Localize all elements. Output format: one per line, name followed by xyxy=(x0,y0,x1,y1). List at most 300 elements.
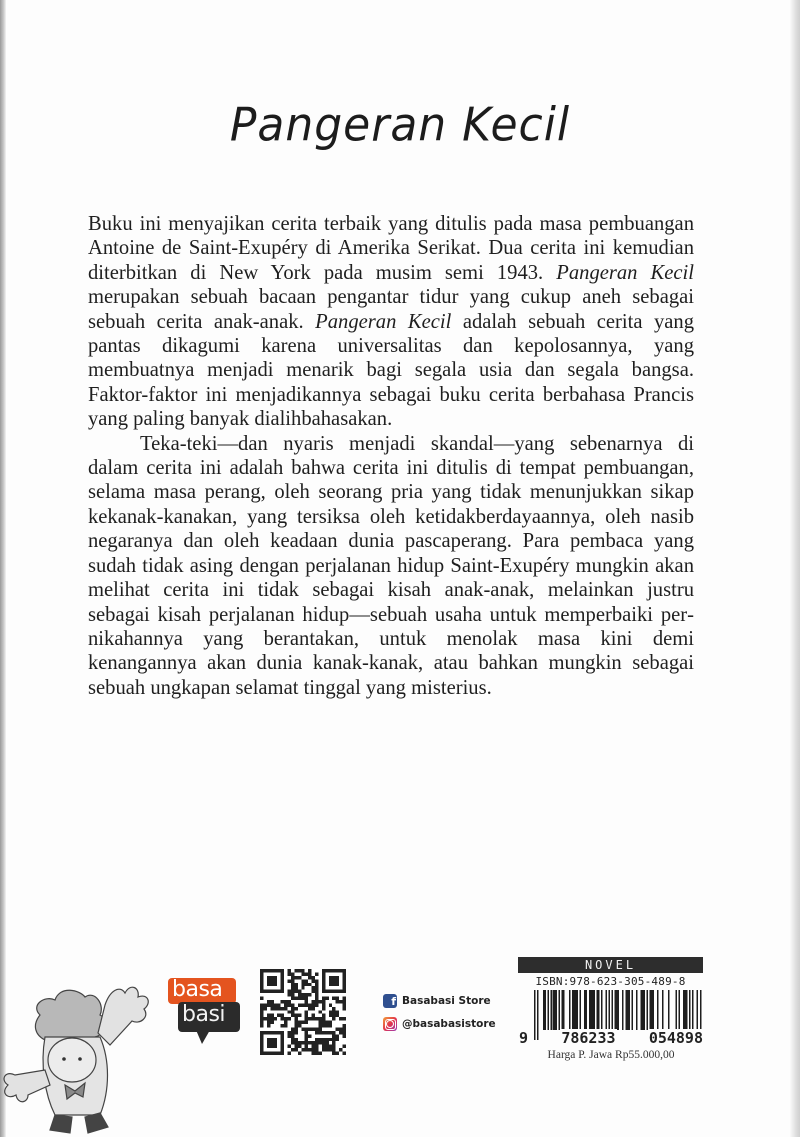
qr-module xyxy=(308,1048,311,1051)
qr-module xyxy=(291,1027,294,1030)
qr-module xyxy=(325,1024,328,1027)
qr-module xyxy=(312,986,315,989)
barcode-bar xyxy=(555,990,557,1030)
qr-module xyxy=(336,1000,339,1003)
qr-module xyxy=(308,1041,311,1044)
qr-module xyxy=(291,990,294,993)
qr-module xyxy=(308,1027,311,1030)
barcode-bar xyxy=(627,990,629,1030)
qr-module xyxy=(260,1007,263,1010)
qr-module xyxy=(315,1017,318,1020)
qr-module xyxy=(312,1048,315,1051)
qr-module xyxy=(339,1048,342,1051)
qr-module xyxy=(288,993,291,996)
qr-module xyxy=(288,1003,291,1006)
barcode-digit-lead: 9 xyxy=(519,1029,529,1047)
barcode-bar xyxy=(569,990,571,1030)
qr-module xyxy=(294,1007,297,1010)
qr-module xyxy=(312,1003,315,1006)
qr-module xyxy=(274,1017,277,1020)
qr-module xyxy=(343,1052,346,1055)
category-banner: NOVEL xyxy=(518,957,703,973)
qr-module xyxy=(339,1017,342,1020)
qr-module xyxy=(318,1000,321,1003)
price-label: Harga P. Jawa Rp55.000,00 xyxy=(547,1049,675,1061)
qr-module xyxy=(301,983,304,986)
qr-module xyxy=(315,1048,318,1051)
qr-module xyxy=(305,1034,308,1037)
qr-module xyxy=(318,1038,321,1041)
qr-module xyxy=(305,1041,308,1044)
qr-module xyxy=(322,1000,325,1003)
qr-module xyxy=(312,976,315,979)
qr-module xyxy=(301,997,304,1000)
barcode-bar xyxy=(628,990,630,1030)
book-right-edge xyxy=(790,0,800,1137)
qr-module xyxy=(260,1014,263,1017)
qr-module xyxy=(343,1003,346,1006)
prince-face xyxy=(48,1038,96,1082)
barcode-bar xyxy=(563,990,565,1030)
qr-module xyxy=(305,1017,308,1020)
qr-module xyxy=(325,1031,328,1034)
qr-module xyxy=(332,1052,335,1055)
qr-module xyxy=(305,1000,308,1003)
qr-module xyxy=(288,969,291,972)
qr-module xyxy=(260,1010,263,1013)
qr-module xyxy=(315,979,318,982)
qr-module xyxy=(260,1024,263,1027)
qr-module xyxy=(274,1007,277,1010)
qr-module xyxy=(284,1007,287,1010)
qr-module xyxy=(301,979,304,982)
barcode-bar xyxy=(662,990,664,1030)
qr-module xyxy=(308,993,311,996)
qr-module xyxy=(301,1048,304,1051)
qr-module xyxy=(318,1021,321,1024)
qr-finder xyxy=(267,976,277,986)
qr-module xyxy=(308,1003,311,1006)
qr-module xyxy=(291,1007,294,1010)
qr-module xyxy=(332,1014,335,1017)
barcode-digit-right: 054898 xyxy=(648,1029,703,1047)
qr-module xyxy=(336,1034,339,1037)
barcode-bar xyxy=(612,990,614,1030)
blurb xyxy=(88,212,694,700)
qr-module xyxy=(318,1017,321,1020)
barcode-bar xyxy=(590,990,592,1030)
qr-module xyxy=(336,1038,339,1041)
qr-module xyxy=(332,1038,335,1041)
qr-module xyxy=(291,979,294,982)
qr-module xyxy=(291,986,294,989)
barcode-bar xyxy=(631,990,633,1030)
qr-module xyxy=(315,1052,318,1055)
barcode-bar xyxy=(592,990,594,1030)
barcode-bar xyxy=(647,990,649,1030)
qr-module xyxy=(281,1007,284,1010)
qr-module xyxy=(343,1000,346,1003)
qr-module xyxy=(291,1010,294,1013)
qr-module xyxy=(308,1017,311,1020)
qr-module xyxy=(277,1007,280,1010)
qr-module xyxy=(298,1014,301,1017)
qr-module xyxy=(284,1000,287,1003)
barcode-bar xyxy=(642,990,644,1030)
qr-module xyxy=(294,1045,297,1048)
qr-module xyxy=(329,1010,332,1013)
qr-module xyxy=(312,1052,315,1055)
qr-module xyxy=(322,1014,325,1017)
barcode-bar xyxy=(561,990,563,1030)
qr-module xyxy=(277,1003,280,1006)
qr-module xyxy=(301,969,304,972)
qr-module xyxy=(312,1000,315,1003)
qr-module xyxy=(322,1024,325,1027)
isbn-label: ISBN:978-623-305-489-8 xyxy=(535,975,686,988)
qr-module xyxy=(301,986,304,989)
barcode-bar xyxy=(593,990,595,1030)
qr-module xyxy=(294,990,297,993)
qr-module xyxy=(294,997,297,1000)
barcode-bar xyxy=(596,990,598,1030)
qr-module xyxy=(305,1014,308,1017)
qr-module xyxy=(298,1021,301,1024)
book-title-italic: Pangeran Kecil xyxy=(315,310,452,333)
qr-module xyxy=(284,1017,287,1020)
qr-module xyxy=(312,1007,315,1010)
qr-module xyxy=(322,1048,325,1051)
barcode-bar xyxy=(558,990,560,1030)
qr-module xyxy=(298,993,301,996)
qr-module xyxy=(312,1017,315,1020)
qr-module xyxy=(294,969,297,972)
little-prince-illustration xyxy=(0,975,160,1137)
barcode-bar xyxy=(548,990,550,1030)
qr-module xyxy=(312,1045,315,1048)
qr-module xyxy=(315,1027,318,1030)
barcode-bar xyxy=(598,990,600,1030)
qr-module xyxy=(267,1024,270,1027)
qr-module xyxy=(281,1014,284,1017)
qr-module xyxy=(298,1024,301,1027)
qr-module xyxy=(291,1038,294,1041)
barcode-bar xyxy=(575,990,577,1030)
qr-module xyxy=(339,1027,342,1030)
qr-module xyxy=(325,997,328,1000)
qr-module xyxy=(267,1003,270,1006)
qr-module xyxy=(270,1014,273,1017)
qr-module xyxy=(318,1027,321,1030)
qr-module xyxy=(260,1017,263,1020)
qr-module xyxy=(298,1041,301,1044)
qr-module xyxy=(263,1007,266,1010)
qr-module xyxy=(343,1031,346,1034)
qr-module xyxy=(308,1034,311,1037)
prince-left-hand xyxy=(4,1070,50,1102)
qr-module xyxy=(315,972,318,975)
barcode-bar xyxy=(640,990,642,1030)
qr-module xyxy=(281,1017,284,1020)
qr-module xyxy=(298,990,301,993)
qr-module xyxy=(332,1034,335,1037)
facebook-link[interactable] xyxy=(383,994,491,1008)
qr-module xyxy=(294,976,297,979)
blurb-paragraph-2: Teka-teki—dan nyaris menjadi skandal—yang sebenarnya di dalam cerita ini adalah bahwa cerita ini ditulis di tempat pembuangan, selama masa perang, oleh seorang pria yang tidak menunjukkan sikap kekanak-kanakan, yang tersiksa oleh ketidakberdayaannya, oleh nasib negaranya dan oleh keadaan dunia pascaperang. Para pembaca yang sudah tidak asing dengan perjalanan hidup Saint-Exupéry mungkin akan melihat cerita ini tidak sebagai kisah anak-anak, melainkan justru sebagai kisah perjalanan hidup—sebuah usaha untuk memperbaiki pernikahannya yang berantakan, untuk menolak masa kini demi kenangannya akan dunia kanak-kanak, atau bahkan mungkin sebagai sebuah ungkapan selamat tinggal yang misterius. xyxy=(88,432,694,699)
barcode-bar xyxy=(589,990,591,1030)
qr-finder xyxy=(267,1038,277,1048)
qr-module xyxy=(305,1021,308,1024)
qr-module xyxy=(329,1045,332,1048)
qr-module xyxy=(322,1017,325,1020)
qr-module xyxy=(343,997,346,1000)
qr-module xyxy=(318,1010,321,1013)
qr-module xyxy=(294,1031,297,1034)
qr-module xyxy=(270,1021,273,1024)
qr-module xyxy=(291,1031,294,1034)
qr-module xyxy=(305,993,308,996)
qr-module xyxy=(263,1003,266,1006)
qr-module xyxy=(294,1017,297,1020)
barcode-bar xyxy=(572,990,574,1030)
logo-speech-tail xyxy=(196,1030,210,1044)
qr-module xyxy=(336,997,339,1000)
qr-module xyxy=(332,1017,335,1020)
qr-module xyxy=(305,1031,308,1034)
barcode-bar xyxy=(636,990,638,1030)
qr-module xyxy=(315,993,318,996)
qr-module xyxy=(315,983,318,986)
qr-module xyxy=(332,1007,335,1010)
barcode-bar xyxy=(552,990,554,1030)
qr-module xyxy=(308,1007,311,1010)
qr-module xyxy=(260,1003,263,1006)
barcode-bar xyxy=(657,990,659,1030)
qr-module xyxy=(305,1027,308,1030)
barcode-bar xyxy=(586,990,588,1030)
qr-module xyxy=(336,1010,339,1013)
qr-module xyxy=(291,993,294,996)
qr-module xyxy=(315,1031,318,1034)
qr-module xyxy=(284,1021,287,1024)
qr-module xyxy=(322,1007,325,1010)
qr-module xyxy=(308,969,311,972)
qr-module xyxy=(322,1031,325,1034)
qr-module xyxy=(315,986,318,989)
barcode-bar xyxy=(616,990,618,1030)
qr-module xyxy=(291,1034,294,1037)
qr-module xyxy=(298,1045,301,1048)
qr-module xyxy=(281,1000,284,1003)
qr-module xyxy=(288,1010,291,1013)
qr-module xyxy=(291,976,294,979)
basabasi-logo xyxy=(168,978,242,1053)
qr-module xyxy=(284,1024,287,1027)
qr-module xyxy=(281,1024,284,1027)
qr-module xyxy=(267,1014,270,1017)
qr-module xyxy=(332,997,335,1000)
qr-module xyxy=(315,990,318,993)
barcode-bar xyxy=(644,990,646,1030)
qr-module xyxy=(291,983,294,986)
qr-module xyxy=(294,1021,297,1024)
qr-module xyxy=(322,1021,325,1024)
facebook-icon: f xyxy=(383,994,397,1008)
qr-module xyxy=(329,1048,332,1051)
prince-hair xyxy=(35,990,105,1040)
qr-module xyxy=(322,997,325,1000)
qr-module xyxy=(318,1024,321,1027)
barcode-digits xyxy=(518,1029,704,1047)
qr-module xyxy=(312,1014,315,1017)
barcode-bar xyxy=(615,990,617,1030)
barcode-bar xyxy=(574,990,576,1030)
qr-module xyxy=(343,1045,346,1048)
qr-module xyxy=(315,1003,318,1006)
barcode-bar xyxy=(650,990,652,1030)
barcode-bar xyxy=(668,990,670,1030)
qr-module xyxy=(305,1038,308,1041)
qr-module xyxy=(332,1048,335,1051)
qr-module xyxy=(329,1038,332,1041)
qr-module xyxy=(343,1007,346,1010)
prince-feet xyxy=(50,1113,108,1133)
instagram-link[interactable] xyxy=(383,1017,496,1031)
qr-module xyxy=(298,1052,301,1055)
qr-module xyxy=(336,1014,339,1017)
facebook-label: Basabasi Store xyxy=(402,995,491,1007)
qr-module xyxy=(332,1045,335,1048)
qr-module xyxy=(315,1038,318,1041)
qr-module xyxy=(301,1021,304,1024)
qr-module xyxy=(288,979,291,982)
logo-word-top: basa xyxy=(172,977,223,1002)
qr-module xyxy=(301,1041,304,1044)
qr-module xyxy=(298,997,301,1000)
qr-code[interactable] xyxy=(260,968,346,1056)
barcode-bar xyxy=(601,990,603,1030)
qr-module xyxy=(343,1034,346,1037)
book-spine-edge xyxy=(0,0,6,1137)
qr-module xyxy=(298,1003,301,1006)
qr-module xyxy=(332,1041,335,1044)
qr-module xyxy=(329,1031,332,1034)
qr-module xyxy=(305,997,308,1000)
barcode-bar xyxy=(618,990,620,1030)
qr-module xyxy=(318,1031,321,1034)
qr-module xyxy=(288,1052,291,1055)
qr-module xyxy=(308,976,311,979)
qr-module xyxy=(305,1003,308,1006)
qr-module xyxy=(322,1003,325,1006)
qr-module xyxy=(325,1041,328,1044)
barcode-bar xyxy=(545,990,547,1030)
qr-module xyxy=(339,1031,342,1034)
qr-module xyxy=(288,1031,291,1034)
qr-module xyxy=(291,1048,294,1051)
qr-module xyxy=(325,1021,328,1024)
qr-module xyxy=(332,1031,335,1034)
instagram-icon xyxy=(383,1017,397,1031)
blurb-paragraph-1 xyxy=(88,212,694,432)
qr-module xyxy=(332,1010,335,1013)
qr-module xyxy=(260,997,263,1000)
qr-module xyxy=(312,979,315,982)
qr-module xyxy=(270,1007,273,1010)
qr-module xyxy=(329,1021,332,1024)
qr-module xyxy=(270,1000,273,1003)
barcode-bar xyxy=(584,990,586,1030)
qr-module xyxy=(305,983,308,986)
qr-module xyxy=(315,1041,318,1044)
qr-module xyxy=(305,1048,308,1051)
barcode-bar xyxy=(625,990,627,1030)
qr-module xyxy=(288,1017,291,1020)
qr-module xyxy=(343,1027,346,1030)
qr-module xyxy=(294,1024,297,1027)
qr-module xyxy=(301,993,304,996)
qr-module xyxy=(298,969,301,972)
instagram-label: @basabasistore xyxy=(402,1018,496,1030)
barcode-bar xyxy=(580,990,582,1030)
qr-module xyxy=(291,997,294,1000)
barcode-bar xyxy=(577,990,579,1030)
qr-module xyxy=(305,1045,308,1048)
qr-module xyxy=(325,1045,328,1048)
book-title: Pangeran Kecil xyxy=(229,98,571,153)
barcode-digit-left: 786233 xyxy=(561,1029,616,1047)
qr-module xyxy=(308,972,311,975)
qr-module xyxy=(277,1014,280,1017)
qr-module xyxy=(298,976,301,979)
qr-module xyxy=(336,1027,339,1030)
qr-module xyxy=(288,1000,291,1003)
qr-module xyxy=(288,1045,291,1048)
qr-module xyxy=(305,972,308,975)
qr-module xyxy=(267,1000,270,1003)
qr-module xyxy=(294,1027,297,1030)
qr-module xyxy=(301,972,304,975)
qr-module xyxy=(291,972,294,975)
qr-module xyxy=(312,990,315,993)
logo-word-bottom: basi xyxy=(182,1002,226,1027)
qr-module xyxy=(336,1052,339,1055)
qr-module xyxy=(322,1038,325,1041)
barcode-bar xyxy=(651,990,653,1030)
qr-module xyxy=(294,1048,297,1051)
prince-right-hand xyxy=(98,987,148,1045)
blurb-text-run: merupakan sebuah bacaan pengantar tidur yang cukup aneh sebagai sebuah cerita anak-anak. xyxy=(88,286,694,333)
qr-module xyxy=(312,1041,315,1044)
barcode-bar xyxy=(622,990,624,1030)
qr-finder xyxy=(329,976,339,986)
qr-module xyxy=(284,1003,287,1006)
qr-module xyxy=(315,997,318,1000)
qr-module xyxy=(308,983,311,986)
qr-module xyxy=(322,1041,325,1044)
qr-module xyxy=(315,1045,318,1048)
qr-module xyxy=(325,1038,328,1041)
barcode-bar xyxy=(551,990,553,1030)
qr-module xyxy=(339,1000,342,1003)
qr-module xyxy=(305,979,308,982)
qr-module xyxy=(291,1014,294,1017)
barcode-bar xyxy=(543,990,545,1030)
qr-module xyxy=(343,1017,346,1020)
qr-module xyxy=(329,1003,332,1006)
qr-module xyxy=(288,972,291,975)
qr-module xyxy=(329,1014,332,1017)
